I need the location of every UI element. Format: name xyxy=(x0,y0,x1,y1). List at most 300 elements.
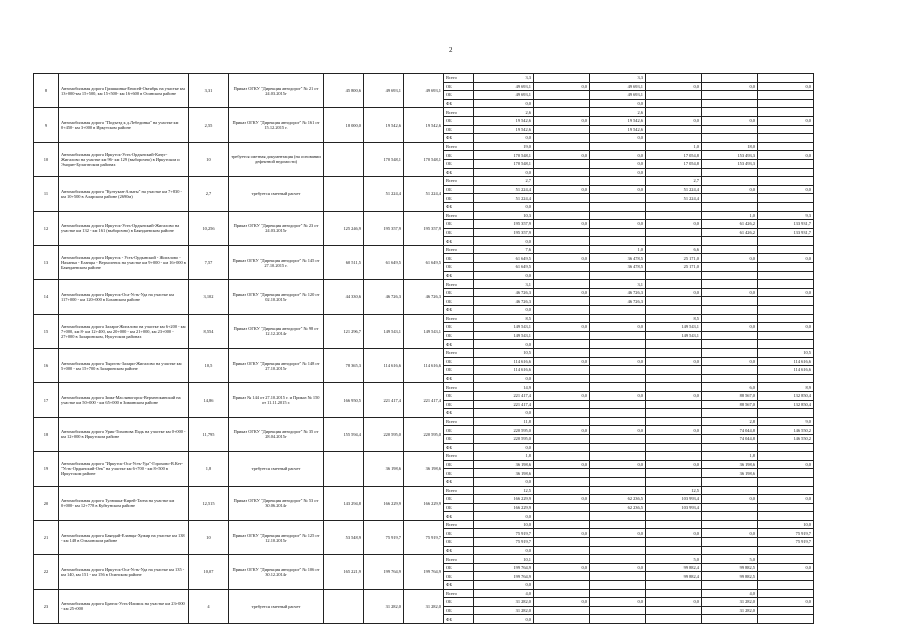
year-value: 75 919,7 xyxy=(758,538,814,547)
funding-label: ФБ xyxy=(444,168,474,177)
year-value xyxy=(702,366,758,375)
year-value xyxy=(702,443,758,452)
basis-doc: Приказ ОГКУ "Дирекция автодорог" № 148 от 27.10.2015г xyxy=(229,349,324,383)
year-value xyxy=(758,555,814,564)
year-value xyxy=(758,340,814,349)
road-name: Автомобильная дорога Тулюшка-Кирей-Тагна на участке км 0+000- км 12+778 в Куйтунском районе xyxy=(59,486,189,520)
year-value xyxy=(758,74,814,83)
year-value: 114 616,6 xyxy=(474,366,534,375)
road-length: 10,5 xyxy=(189,349,229,383)
year-value xyxy=(534,134,590,143)
year-value xyxy=(534,108,590,117)
year-value xyxy=(534,280,590,289)
road-name: Автомобильная дорога Урик-Тихонова Падь на участке км 0+000 - км 12+000 в Иркутском районе xyxy=(59,417,189,451)
year-value: 46 726,3 xyxy=(590,297,646,306)
year-value xyxy=(534,486,590,495)
year-value: 74 044,8 xyxy=(702,426,758,435)
total-cost: 220 595,0 xyxy=(364,417,404,451)
funding-label: ОБ xyxy=(444,151,474,160)
funding-label: ОБ xyxy=(444,598,474,607)
funding-label: ОБ xyxy=(444,159,474,168)
year-value: 0,0 xyxy=(702,254,758,263)
total-cost-repeat: 75 919,7 xyxy=(404,520,444,554)
funding-label: ОБ xyxy=(444,185,474,194)
year-value: 149 543,1 xyxy=(474,331,534,340)
year-value xyxy=(534,477,590,486)
no: 23 xyxy=(34,589,59,623)
year-value: 36 478,5 xyxy=(590,263,646,272)
year-value xyxy=(758,589,814,598)
year-value xyxy=(534,349,590,358)
year-value xyxy=(590,271,646,280)
year-value: 36 198,6 xyxy=(702,460,758,469)
total-cost-repeat: 51 224,4 xyxy=(404,177,444,211)
road-length: 3,102 xyxy=(189,280,229,314)
year-value: 0,0 xyxy=(534,598,590,607)
estimate-cost: 78 365,3 xyxy=(324,349,364,383)
year-value xyxy=(534,400,590,409)
year-value xyxy=(534,374,590,383)
estimate-cost xyxy=(324,142,364,176)
year-value: 31 282,0 xyxy=(702,606,758,615)
year-value xyxy=(646,202,702,211)
road-name: Автомобильная дорога Залари-Жигалово на участке км 6+200 - км 7+000, км 8- км 12+400, км 20+000 - км 21+000, км 23+000 - 27+000 в Заларинском, Нукутском районах xyxy=(59,314,189,348)
basis-doc: Приказ ОГКУ "Дирекция автодорог" № 106 от 30.12.2014г xyxy=(229,555,324,589)
year-value: 19 542,6 xyxy=(474,125,534,134)
table-row xyxy=(34,245,874,254)
year-value xyxy=(702,134,758,143)
basis-doc: Приказ ОГКУ "Дирекция автодорог" № 145 от 27.10.2015 г. xyxy=(229,245,324,279)
funding-label: Всего xyxy=(444,142,474,151)
road-length: 1,8 xyxy=(189,452,229,486)
year-value xyxy=(758,443,814,452)
year-value: 1,0 xyxy=(646,142,702,151)
funding-label: ОБ xyxy=(444,391,474,400)
year-value: 0,0 xyxy=(758,116,814,125)
year-value: 5,0 xyxy=(646,555,702,564)
road-length: 10 xyxy=(189,142,229,176)
year-value xyxy=(534,125,590,134)
estimate-cost xyxy=(324,589,364,623)
year-value xyxy=(646,74,702,83)
year-value xyxy=(590,434,646,443)
estimate-cost: 165 221,9 xyxy=(324,555,364,589)
total-cost: 49 693,1 xyxy=(364,74,404,108)
year-value: 149 543,1 xyxy=(646,331,702,340)
year-value xyxy=(646,374,702,383)
funding-label: ФБ xyxy=(444,546,474,555)
year-value: 46 726,3 xyxy=(474,288,534,297)
year-value xyxy=(758,306,814,315)
year-value xyxy=(646,469,702,478)
funding-label: ОБ xyxy=(444,331,474,340)
funding-label: ФБ xyxy=(444,409,474,418)
year-value xyxy=(534,194,590,203)
total-cost-repeat: 61 649,5 xyxy=(404,245,444,279)
year-value xyxy=(702,99,758,108)
road-length: 7,57 xyxy=(189,245,229,279)
year-value: 19,0 xyxy=(474,142,534,151)
year-value: 2,8 xyxy=(702,417,758,426)
table-row xyxy=(34,589,874,598)
road-name: Автомобильная дорога Иркутск-Оса-Усть-Уда на участке км 135 - км 140, км 151 - км 156 в Осинском районе xyxy=(59,555,189,589)
year-value: 1,0 xyxy=(702,211,758,220)
year-value: 0,0 xyxy=(590,168,646,177)
total-cost-repeat: 221 417,4 xyxy=(404,383,444,417)
year-value xyxy=(646,237,702,246)
funding-label: ОБ xyxy=(444,469,474,478)
funding-label: ОБ xyxy=(444,297,474,306)
funding-label: ФБ xyxy=(444,306,474,315)
year-value: 3,3 xyxy=(590,74,646,83)
year-value xyxy=(646,400,702,409)
year-value: 12,5 xyxy=(474,486,534,495)
year-value xyxy=(534,443,590,452)
year-value: 0,0 xyxy=(474,168,534,177)
table-row xyxy=(34,486,874,495)
year-value xyxy=(758,177,814,186)
year-value: 220 595,0 xyxy=(474,426,534,435)
no: 21 xyxy=(34,520,59,554)
funding-label: Всего xyxy=(444,452,474,461)
funding-label: ФБ xyxy=(444,477,474,486)
year-value: 7,6 xyxy=(474,245,534,254)
year-value xyxy=(534,168,590,177)
funding-label: ФБ xyxy=(444,615,474,624)
year-value: 49 693,1 xyxy=(474,82,534,91)
no: 14 xyxy=(34,280,59,314)
year-value: 0,0 xyxy=(646,598,702,607)
year-value: 0,0 xyxy=(474,374,534,383)
year-value xyxy=(758,452,814,461)
year-value: 0,0 xyxy=(758,563,814,572)
year-value: 195 357,9 xyxy=(474,220,534,229)
year-value: 75 919,7 xyxy=(474,529,534,538)
year-value xyxy=(702,91,758,100)
year-value: 0,0 xyxy=(474,581,534,590)
year-value xyxy=(758,271,814,280)
year-value xyxy=(646,297,702,306)
year-value xyxy=(646,99,702,108)
year-value xyxy=(590,400,646,409)
year-value: 0,0 xyxy=(646,529,702,538)
year-value: 0,0 xyxy=(534,495,590,504)
year-value xyxy=(534,202,590,211)
year-value: 51 224,4 xyxy=(474,194,534,203)
year-value xyxy=(758,546,814,555)
year-value: 9,3 xyxy=(758,211,814,220)
year-value xyxy=(534,417,590,426)
basis-doc: Приказ ОГКУ "Дирекция автодорог" № 53 от 30.06.2014г xyxy=(229,486,324,520)
year-value: 0,0 xyxy=(702,82,758,91)
funding-label: Всего xyxy=(444,314,474,323)
year-value xyxy=(534,306,590,315)
year-value: 75 919,7 xyxy=(758,529,814,538)
funding-label: ФБ xyxy=(444,134,474,143)
year-value xyxy=(534,159,590,168)
road-length: 10,256 xyxy=(189,211,229,245)
year-value: 8,5 xyxy=(474,314,534,323)
year-value: 221 417,4 xyxy=(474,391,534,400)
road-name: Автомобильная дорога Иркутск-Усть-Ордынский-Жигалово на участке км 132 - км 161 (выборочно) в Баяндаевском районе xyxy=(59,211,189,245)
year-value xyxy=(534,546,590,555)
year-value xyxy=(590,383,646,392)
year-value xyxy=(758,125,814,134)
road-repair-table xyxy=(33,73,874,624)
year-value xyxy=(702,581,758,590)
road-length: 8,554 xyxy=(189,314,229,348)
year-value xyxy=(646,452,702,461)
estimate-cost xyxy=(324,452,364,486)
year-value xyxy=(534,538,590,547)
funding-label: ОБ xyxy=(444,529,474,538)
year-value xyxy=(758,237,814,246)
year-value xyxy=(646,108,702,117)
year-value xyxy=(534,245,590,254)
year-value xyxy=(702,374,758,383)
year-value xyxy=(702,237,758,246)
year-value xyxy=(534,263,590,272)
no: 13 xyxy=(34,245,59,279)
funding-label: ОБ xyxy=(444,323,474,332)
funding-label: ФБ xyxy=(444,443,474,452)
year-value: 0,0 xyxy=(758,151,814,160)
funding-label: ОБ xyxy=(444,426,474,435)
year-value xyxy=(534,581,590,590)
total-cost-repeat: 166 229,9 xyxy=(404,486,444,520)
year-value xyxy=(646,443,702,452)
year-value xyxy=(646,434,702,443)
year-value xyxy=(702,512,758,521)
year-value xyxy=(534,211,590,220)
year-value xyxy=(646,280,702,289)
year-value xyxy=(702,168,758,177)
table-row xyxy=(34,417,874,426)
year-value: 3,3 xyxy=(474,74,534,83)
year-value xyxy=(646,211,702,220)
funding-label: Всего xyxy=(444,589,474,598)
year-value: 114 616,6 xyxy=(758,366,814,375)
year-value xyxy=(702,194,758,203)
year-value xyxy=(646,366,702,375)
year-value: 133 931,7 xyxy=(758,220,814,229)
year-value: 0,0 xyxy=(758,82,814,91)
basis-doc: Приказ ОГКУ "Дирекция автодорог" № 23 от 24.03.2015г xyxy=(229,211,324,245)
road-length: 11,795 xyxy=(189,417,229,451)
year-value xyxy=(758,108,814,117)
year-value xyxy=(590,538,646,547)
year-value xyxy=(702,314,758,323)
year-value xyxy=(534,434,590,443)
year-value xyxy=(702,520,758,529)
year-value: 1,8 xyxy=(474,452,534,461)
year-value: 49 693,1 xyxy=(474,91,534,100)
year-value: 0,0 xyxy=(534,323,590,332)
year-value xyxy=(702,74,758,83)
year-value: 0,0 xyxy=(590,99,646,108)
table-row xyxy=(34,177,874,186)
estimate-cost: 155 594,4 xyxy=(324,417,364,451)
year-value xyxy=(758,477,814,486)
year-value: 195 357,9 xyxy=(474,228,534,237)
road-name: Автомобильная дорога Братск-Усть-Илимск на участке км 23+000 - км 25+000 xyxy=(59,589,189,623)
no: 10 xyxy=(34,142,59,176)
year-value xyxy=(534,452,590,461)
year-value xyxy=(758,314,814,323)
year-value: 0,0 xyxy=(758,254,814,263)
year-value xyxy=(758,615,814,624)
year-value xyxy=(758,297,814,306)
road-name: Автомобильная дорога "Култукан-Алыты" на участке км 7+830 - км 10+500 в Аларском районе (2690м) xyxy=(59,177,189,211)
year-value: 36 478,5 xyxy=(590,254,646,263)
total-cost-repeat: 199 764,9 xyxy=(404,555,444,589)
year-value xyxy=(646,125,702,134)
year-value xyxy=(534,512,590,521)
year-value: 0,0 xyxy=(646,391,702,400)
total-cost-repeat: 114 616,6 xyxy=(404,349,444,383)
funding-label: Всего xyxy=(444,211,474,220)
year-value xyxy=(590,452,646,461)
year-value: 25 171,0 xyxy=(646,254,702,263)
year-value: 103 993,4 xyxy=(646,503,702,512)
year-value: 0,0 xyxy=(590,426,646,435)
year-value: 49 693,1 xyxy=(590,82,646,91)
funding-label: Всего xyxy=(444,245,474,254)
year-value: 0,0 xyxy=(534,391,590,400)
year-value xyxy=(646,91,702,100)
year-value: 0,0 xyxy=(534,254,590,263)
funding-label: ФБ xyxy=(444,512,474,521)
year-value xyxy=(702,538,758,547)
funding-label: ОБ xyxy=(444,82,474,91)
page-number: 2 xyxy=(449,46,453,54)
estimate-cost: 53 548,9 xyxy=(324,520,364,554)
no: 20 xyxy=(34,486,59,520)
year-value: 99 882,5 xyxy=(702,563,758,572)
basis-doc: требуется сметный расчет xyxy=(229,589,324,623)
year-value xyxy=(702,615,758,624)
year-value xyxy=(534,469,590,478)
year-value: 114 616,6 xyxy=(474,357,534,366)
year-value: 0,0 xyxy=(646,220,702,229)
year-value: 0,0 xyxy=(646,116,702,125)
year-value: 0,0 xyxy=(646,357,702,366)
year-value xyxy=(758,469,814,478)
year-value: 0,0 xyxy=(646,82,702,91)
funding-label: ОБ xyxy=(444,538,474,547)
year-value: 0,0 xyxy=(474,340,534,349)
year-value: 31 282,0 xyxy=(702,598,758,607)
estimate-cost: 18 000,0 xyxy=(324,108,364,142)
total-cost: 170 548,1 xyxy=(364,142,404,176)
year-value: 0,0 xyxy=(758,460,814,469)
funding-label: ФБ xyxy=(444,271,474,280)
year-value xyxy=(534,99,590,108)
no: 18 xyxy=(34,417,59,451)
table-row xyxy=(34,349,874,358)
year-value xyxy=(646,417,702,426)
funding-label: ОБ xyxy=(444,228,474,237)
funding-label: Всего xyxy=(444,520,474,529)
total-cost: 221 417,4 xyxy=(364,383,404,417)
year-value xyxy=(534,74,590,83)
year-value xyxy=(702,349,758,358)
year-value: 75 919,7 xyxy=(474,538,534,547)
year-value xyxy=(590,581,646,590)
year-value: 99 882,4 xyxy=(646,563,702,572)
year-value: 51 224,4 xyxy=(646,194,702,203)
year-value: 36 198,6 xyxy=(702,469,758,478)
no: 11 xyxy=(34,177,59,211)
year-value xyxy=(758,512,814,521)
year-value xyxy=(590,409,646,418)
funding-label: ОБ xyxy=(444,194,474,203)
year-value xyxy=(702,280,758,289)
year-value: 8,9 xyxy=(758,383,814,392)
year-value xyxy=(646,349,702,358)
year-value: 18,0 xyxy=(702,142,758,151)
year-value: 2,6 xyxy=(474,108,534,117)
year-value xyxy=(534,615,590,624)
total-cost: 51 224,4 xyxy=(364,177,404,211)
year-value xyxy=(646,581,702,590)
funding-label: ОБ xyxy=(444,366,474,375)
year-value: 5,0 xyxy=(702,555,758,564)
basis-doc: Приказ ОГКУ "Дирекция автодорог" № 21 от 24.03.2015г xyxy=(229,74,324,108)
year-value xyxy=(590,443,646,452)
year-value xyxy=(590,615,646,624)
table-row xyxy=(34,280,874,289)
year-value: 61 426,2 xyxy=(702,220,758,229)
funding-label: ФБ xyxy=(444,581,474,590)
estimate-cost: 125 246,9 xyxy=(324,211,364,245)
year-value: 0,0 xyxy=(534,151,590,160)
year-value: 62 236,5 xyxy=(590,495,646,504)
year-value xyxy=(646,520,702,529)
year-value xyxy=(758,99,814,108)
basis-doc: Приказ ОГКУ "Дирекция автодорог" № 35 от 28.04.2015г xyxy=(229,417,324,451)
total-cost-repeat: 170 548,1 xyxy=(404,142,444,176)
year-value xyxy=(702,409,758,418)
year-value: 0,0 xyxy=(534,460,590,469)
no: 19 xyxy=(34,452,59,486)
estimate-cost: 44 330,6 xyxy=(324,280,364,314)
table-row xyxy=(34,74,874,83)
year-value: 61 649,5 xyxy=(474,254,534,263)
year-value: 25 171,0 xyxy=(646,263,702,272)
year-value xyxy=(758,503,814,512)
year-value xyxy=(590,572,646,581)
total-cost: 31 282,0 xyxy=(364,589,404,623)
year-value: 199 764,9 xyxy=(474,563,534,572)
year-value xyxy=(702,486,758,495)
year-value xyxy=(758,581,814,590)
year-value: 0,0 xyxy=(590,529,646,538)
year-value xyxy=(534,555,590,564)
year-value: 88 567,0 xyxy=(702,391,758,400)
no: 8 xyxy=(34,74,59,108)
year-value xyxy=(702,125,758,134)
year-value: 0,0 xyxy=(702,288,758,297)
year-value: 31 282,0 xyxy=(474,598,534,607)
year-value: 6,6 xyxy=(646,245,702,254)
year-value xyxy=(534,237,590,246)
year-value: 61 649,5 xyxy=(474,263,534,272)
table-body xyxy=(34,74,874,624)
no: 16 xyxy=(34,349,59,383)
funding-label: ФБ xyxy=(444,237,474,246)
year-value: 0,0 xyxy=(702,529,758,538)
